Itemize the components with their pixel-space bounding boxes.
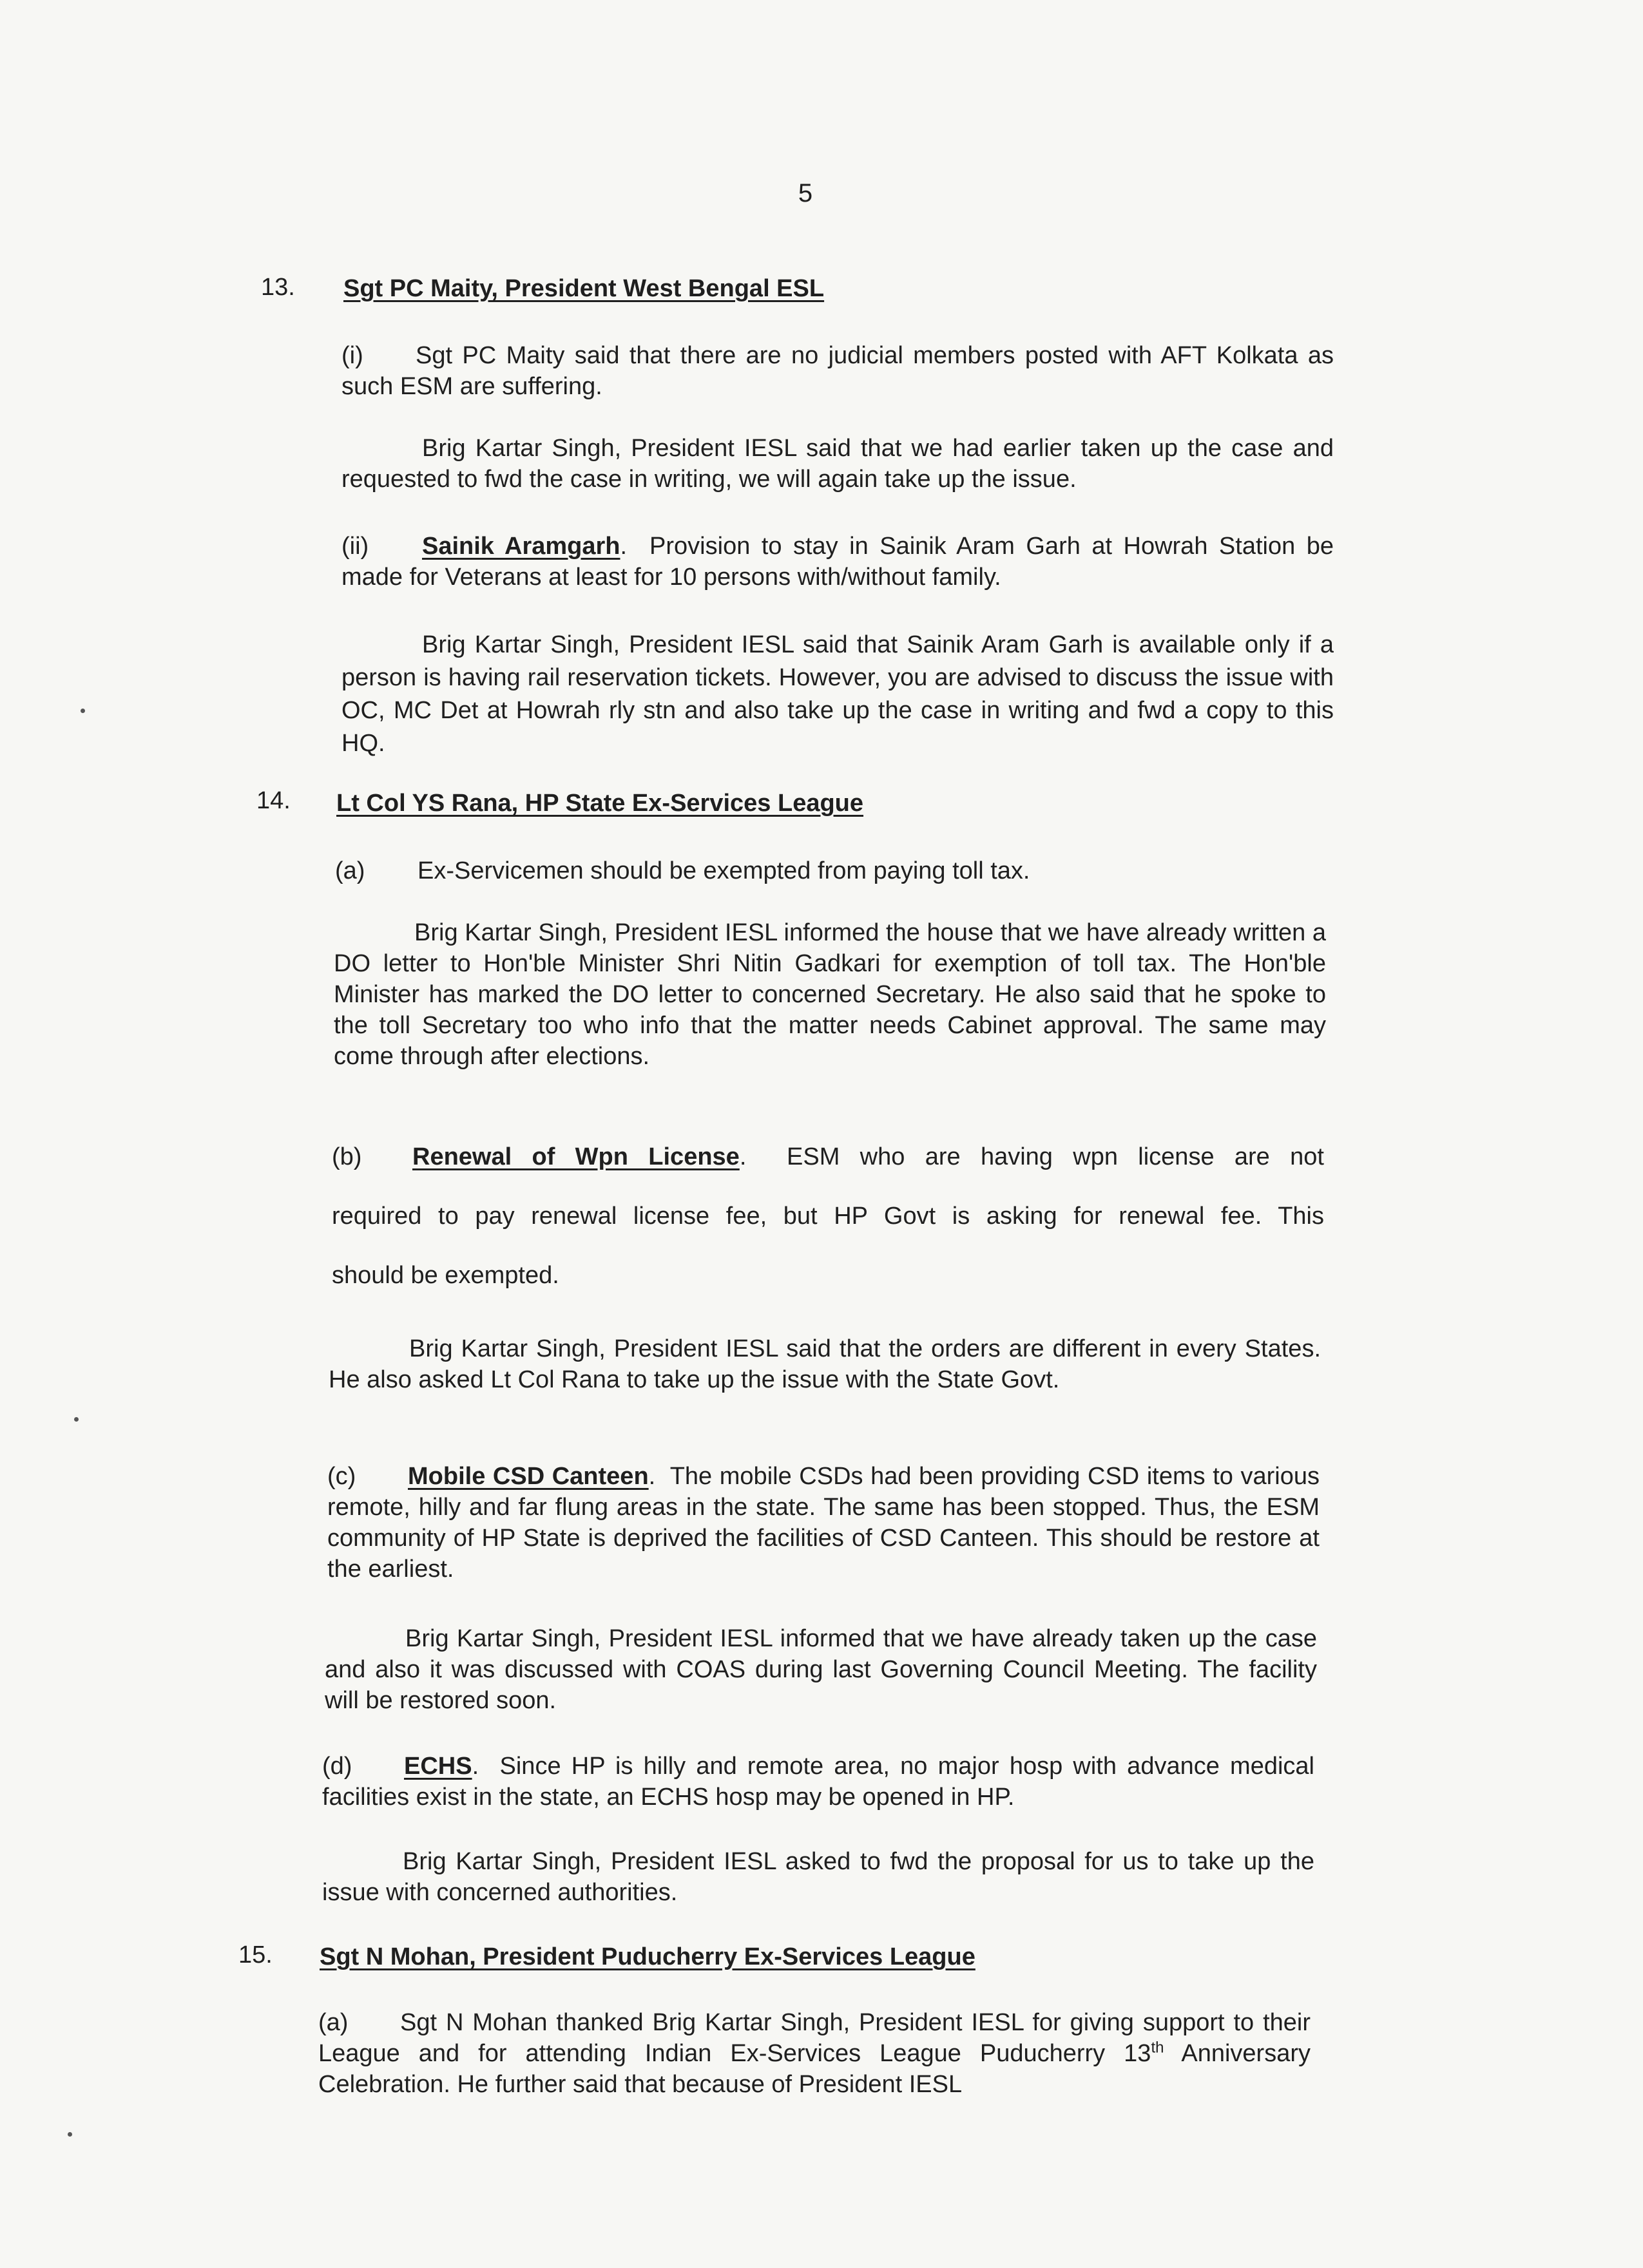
item-number: 14. bbox=[256, 787, 291, 814]
scan-speck bbox=[81, 709, 85, 713]
sub-label: (a) bbox=[318, 2009, 349, 2036]
paragraph-text: Anniversary Celebration. He further said that because of President IESL bbox=[318, 2040, 1311, 2098]
sub-label: (ii) bbox=[341, 533, 369, 560]
paragraph: (ii) Sainik Aramgarh. Provision to stay in Sainik Aram Garh at Howrah Station be made for Veterans at least for 10 persons with/without family. bbox=[341, 531, 1334, 593]
reply-paragraph: Brig Kartar Singh, President IESL asked to fwd the proposal for us to take up the issue with concerned authorities. bbox=[322, 1848, 1314, 1906]
paragraph: (c) Mobile CSD Canteen. The mobile CSDs had been providing CSD items to various remote, hilly and far flung areas in the state. The same has been stopped. Thus, the ESM community of HP State is deprived the facilities of CSD Canteen. This should be restore at the earliest. bbox=[327, 1461, 1320, 1585]
paragraph-text: Since HP is hilly and remote area, no major hosp with advance medical facilities exist in the state, an ECHS hosp may be opened in HP. bbox=[322, 1753, 1314, 1811]
paragraph bbox=[341, 340, 1334, 402]
paragraph-text: Sgt PC Maity said that there are no judicial members posted with AFT Kolkata as such ESM are suffering. bbox=[341, 342, 1334, 400]
sub-title: Renewal of Wpn License bbox=[412, 1143, 740, 1170]
paragraph-text: The mobile CSDs had been providing CSD items to various remote, hilly and far flung areas in the state. The same has been stopped. Thus, the ESM community of HP State is deprived the facilities of CSD Canteen. This should be restore at the earliest. bbox=[327, 1463, 1320, 1583]
paragraph bbox=[318, 2007, 1311, 2100]
item-number: 15. bbox=[238, 1941, 273, 1968]
item-number: 13. bbox=[261, 274, 295, 301]
sub-title: ECHS bbox=[404, 1753, 472, 1780]
paragraph-text: Ex-Servicemen should be exempted from paying toll tax. bbox=[418, 857, 1030, 884]
sub-label: (c) bbox=[327, 1463, 356, 1490]
sub-label: (b) bbox=[332, 1143, 362, 1170]
item-heading: Lt Col YS Rana, HP State Ex-Services League bbox=[336, 790, 864, 817]
paragraph-text: Provision to stay in Sainik Aram Garh at Howrah Station be made for Veterans at least for 10 persons with/without family. bbox=[341, 533, 1334, 591]
item-heading: Sgt N Mohan, President Puducherry Ex-Services League bbox=[320, 1943, 975, 1970]
reply-paragraph: Brig Kartar Singh, President IESL informed that we have already taken up the case and also it was discussed with COAS during last Governing Council Meeting. The facility will be restored soon. bbox=[325, 1625, 1317, 1714]
sub-title: Sainik Aramgarh bbox=[422, 533, 620, 560]
superscript: th bbox=[1151, 2039, 1164, 2057]
item-heading: Sgt PC Maity, President West Bengal ESL bbox=[343, 275, 825, 302]
sub-title: Mobile CSD Canteen bbox=[408, 1463, 649, 1490]
sub-label: (a) bbox=[335, 857, 365, 884]
reply-paragraph: Brig Kartar Singh, President IESL said that Sainik Aram Garh is available only if a person is having rail reservation tickets. However, you are advised to discuss the issue with OC, MC Det at Howrah rly stn and also take up the case in writing and fwd a copy to this HQ. bbox=[341, 631, 1334, 757]
paragraph-text: should be exempted. bbox=[332, 1262, 559, 1289]
paragraph-text: required to pay renewal license fee, but HP Govt is asking for renewal fee. This bbox=[332, 1203, 1324, 1230]
paragraph: (b) Renewal of Wpn License. ESM who are having wpn license are not required to pay renewal license fee, but HP Govt is asking for renewal fee. This should be exempted. bbox=[332, 1141, 1324, 1291]
reply-paragraph: Brig Kartar Singh, President IESL informed the house that we have already written a DO letter to Hon'ble Minister Shri Nitin Gadkari for exemption of toll tax. The Hon'ble Minister has marked the DO letter to concerned Secretary. He also said that he spoke to the toll Secretary too who info that the matter needs Cabinet approval. The same may come through after elections. bbox=[334, 919, 1326, 1070]
scan-speck bbox=[74, 1417, 79, 1422]
page-number: 5 bbox=[798, 179, 813, 207]
sub-label: (i) bbox=[341, 342, 363, 369]
paragraph: (d) ECHS. Since HP is hilly and remote area, no major hosp with advance medical facilities exist in the state, an ECHS hosp may be opened in HP. bbox=[322, 1751, 1314, 1813]
paragraph-text: ESM who are having wpn license are not bbox=[787, 1143, 1324, 1170]
paragraph bbox=[335, 855, 1327, 886]
paragraph-text: Sgt N Mohan thanked Brig Kartar Singh, President IESL for giving support to their League and for attending Indian Ex-Services League Puducherry 13 bbox=[318, 2009, 1311, 2067]
reply-paragraph: Brig Kartar Singh, President IESL said that we had earlier taken up the case and requested to fwd the case in writing, we will again take up the issue. bbox=[341, 435, 1334, 493]
reply-paragraph: Brig Kartar Singh, President IESL said that the orders are different in every States. He also asked Lt Col Rana to take up the issue with the State Govt. bbox=[329, 1335, 1321, 1393]
sub-label: (d) bbox=[322, 1753, 352, 1780]
scan-speck bbox=[68, 2132, 72, 2137]
